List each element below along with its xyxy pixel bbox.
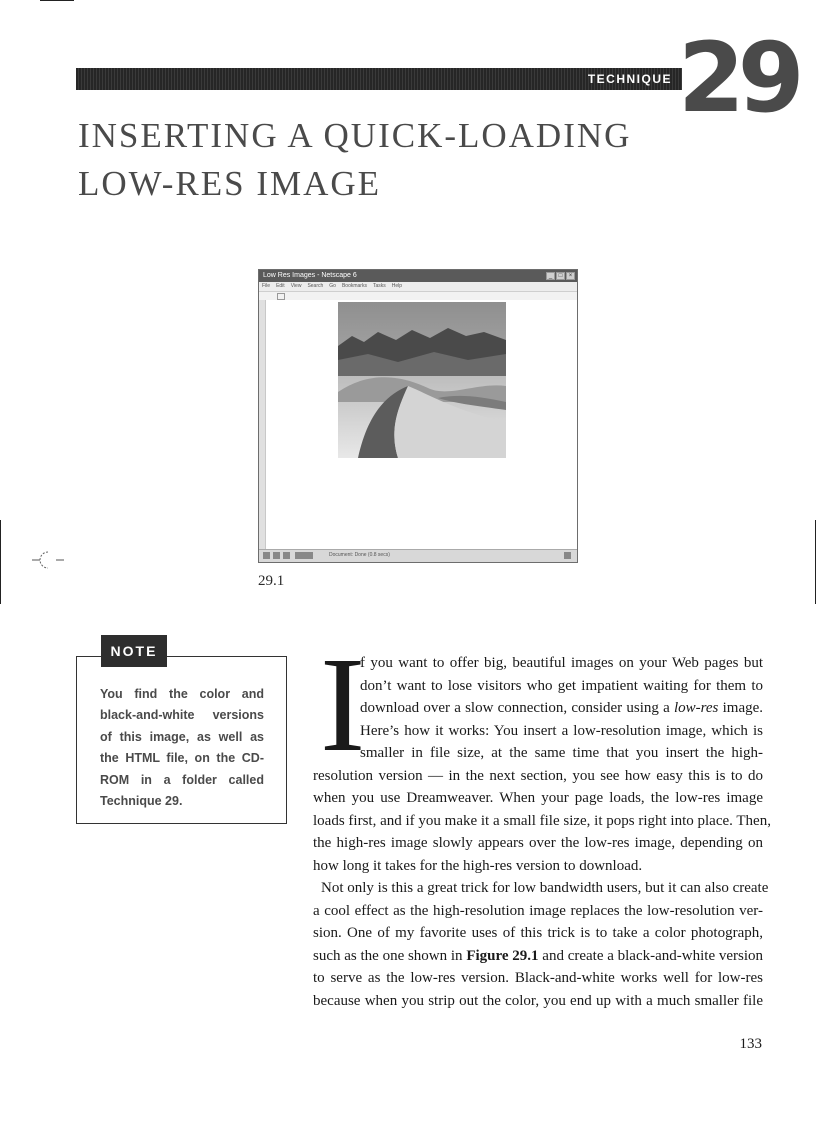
window-titlebar <box>259 270 577 282</box>
menu-item: Search <box>307 283 324 289</box>
text-line: download over a slow connection, consider using a low-res image. <box>360 700 764 716</box>
menu-item: File <box>262 283 271 289</box>
window-title: Low Res Images - Netscape 6 <box>263 272 357 279</box>
maximize-icon: □ <box>556 272 565 280</box>
window-sidebar <box>259 300 266 550</box>
text-line: Here’s how it works: You insert a low-resolution image, which is <box>360 722 763 739</box>
technique-number: 29 <box>678 22 798 134</box>
text-line: because when you strip out the color, you end up with a much smaller file <box>313 992 763 1009</box>
crop-mark-top <box>40 0 74 1</box>
minimize-icon: _ <box>546 272 555 280</box>
status-icon <box>263 552 270 559</box>
toolbar-icon <box>277 293 285 300</box>
menu-item: Help <box>391 283 403 289</box>
text-line: don’t want to lose visitors who get impatient waiting for them to <box>360 677 763 694</box>
desert-dunes-photo <box>338 302 506 458</box>
menu-item: View <box>290 283 302 289</box>
technique-banner <box>76 68 682 90</box>
menu-item: Tasks <box>372 283 386 289</box>
registration-mark-icon <box>32 549 64 571</box>
note-tab: NOTE <box>101 635 167 667</box>
page-title <box>78 112 631 208</box>
title-line-1: INSERTING A QUICK-LOADING <box>78 116 632 155</box>
text-line: such as the one shown in Figure 29.1 and create a black-and-white version <box>313 947 764 964</box>
text-line: resolution version — in the next section, you see how easy this is to do <box>313 767 763 784</box>
note-text: You find the color and black-and-white versions of this image, as well as the HTML file, on the CD-ROM in a folder called Technique 29. <box>100 687 264 809</box>
status-icon <box>273 552 280 559</box>
text-line: loads first, and if you make it a small file size, it pops right into place. Then, <box>313 812 771 829</box>
text-line: the high-res image slowly appears over the low-res image, depending on <box>313 835 763 851</box>
text-line: a cool effect as the high-resolution image replaces the low-resolution ver- <box>313 902 763 919</box>
text-line: Not only is this a great trick for low bandwidth users, but it can also create <box>321 880 769 896</box>
title-line-2: LOW-RES IMAGE <box>78 164 382 203</box>
window-menubar <box>259 282 577 292</box>
menu-item: Edit <box>276 283 285 289</box>
menu-item: Go <box>329 283 336 289</box>
text-line: sion. One of my favorite uses of this trick is to take a color photograph, <box>313 925 763 941</box>
status-icon <box>295 552 313 559</box>
status-text: Document: Done (0.8 secs) <box>329 552 390 558</box>
window-statusbar <box>259 549 577 562</box>
text-line: how long it takes for the high-res version to download. <box>313 857 643 874</box>
figure-caption: 29.1 <box>258 573 285 589</box>
security-lock-icon <box>564 552 571 559</box>
text-line: when you use Dreamweaver. When your page loads, the low-res image <box>313 790 763 806</box>
drop-cap: I <box>320 630 366 780</box>
menu-item: Bookmarks <box>341 283 367 289</box>
text-line: smaller in file size, at the same time that you insert the high- <box>360 745 763 761</box>
crop-mark-left <box>0 520 1 604</box>
status-icon <box>283 552 290 559</box>
close-icon: × <box>566 272 575 280</box>
text-line: f you want to offer big, beautiful images on your Web pages but <box>360 655 763 671</box>
banner-label: TECHNIQUE <box>587 72 672 86</box>
text-line: to serve as the low-res version. Black-and-white works well for low-res <box>313 970 763 986</box>
figure-reference: Figure 29.1 <box>466 947 539 964</box>
page-number: 133 <box>739 1036 762 1052</box>
